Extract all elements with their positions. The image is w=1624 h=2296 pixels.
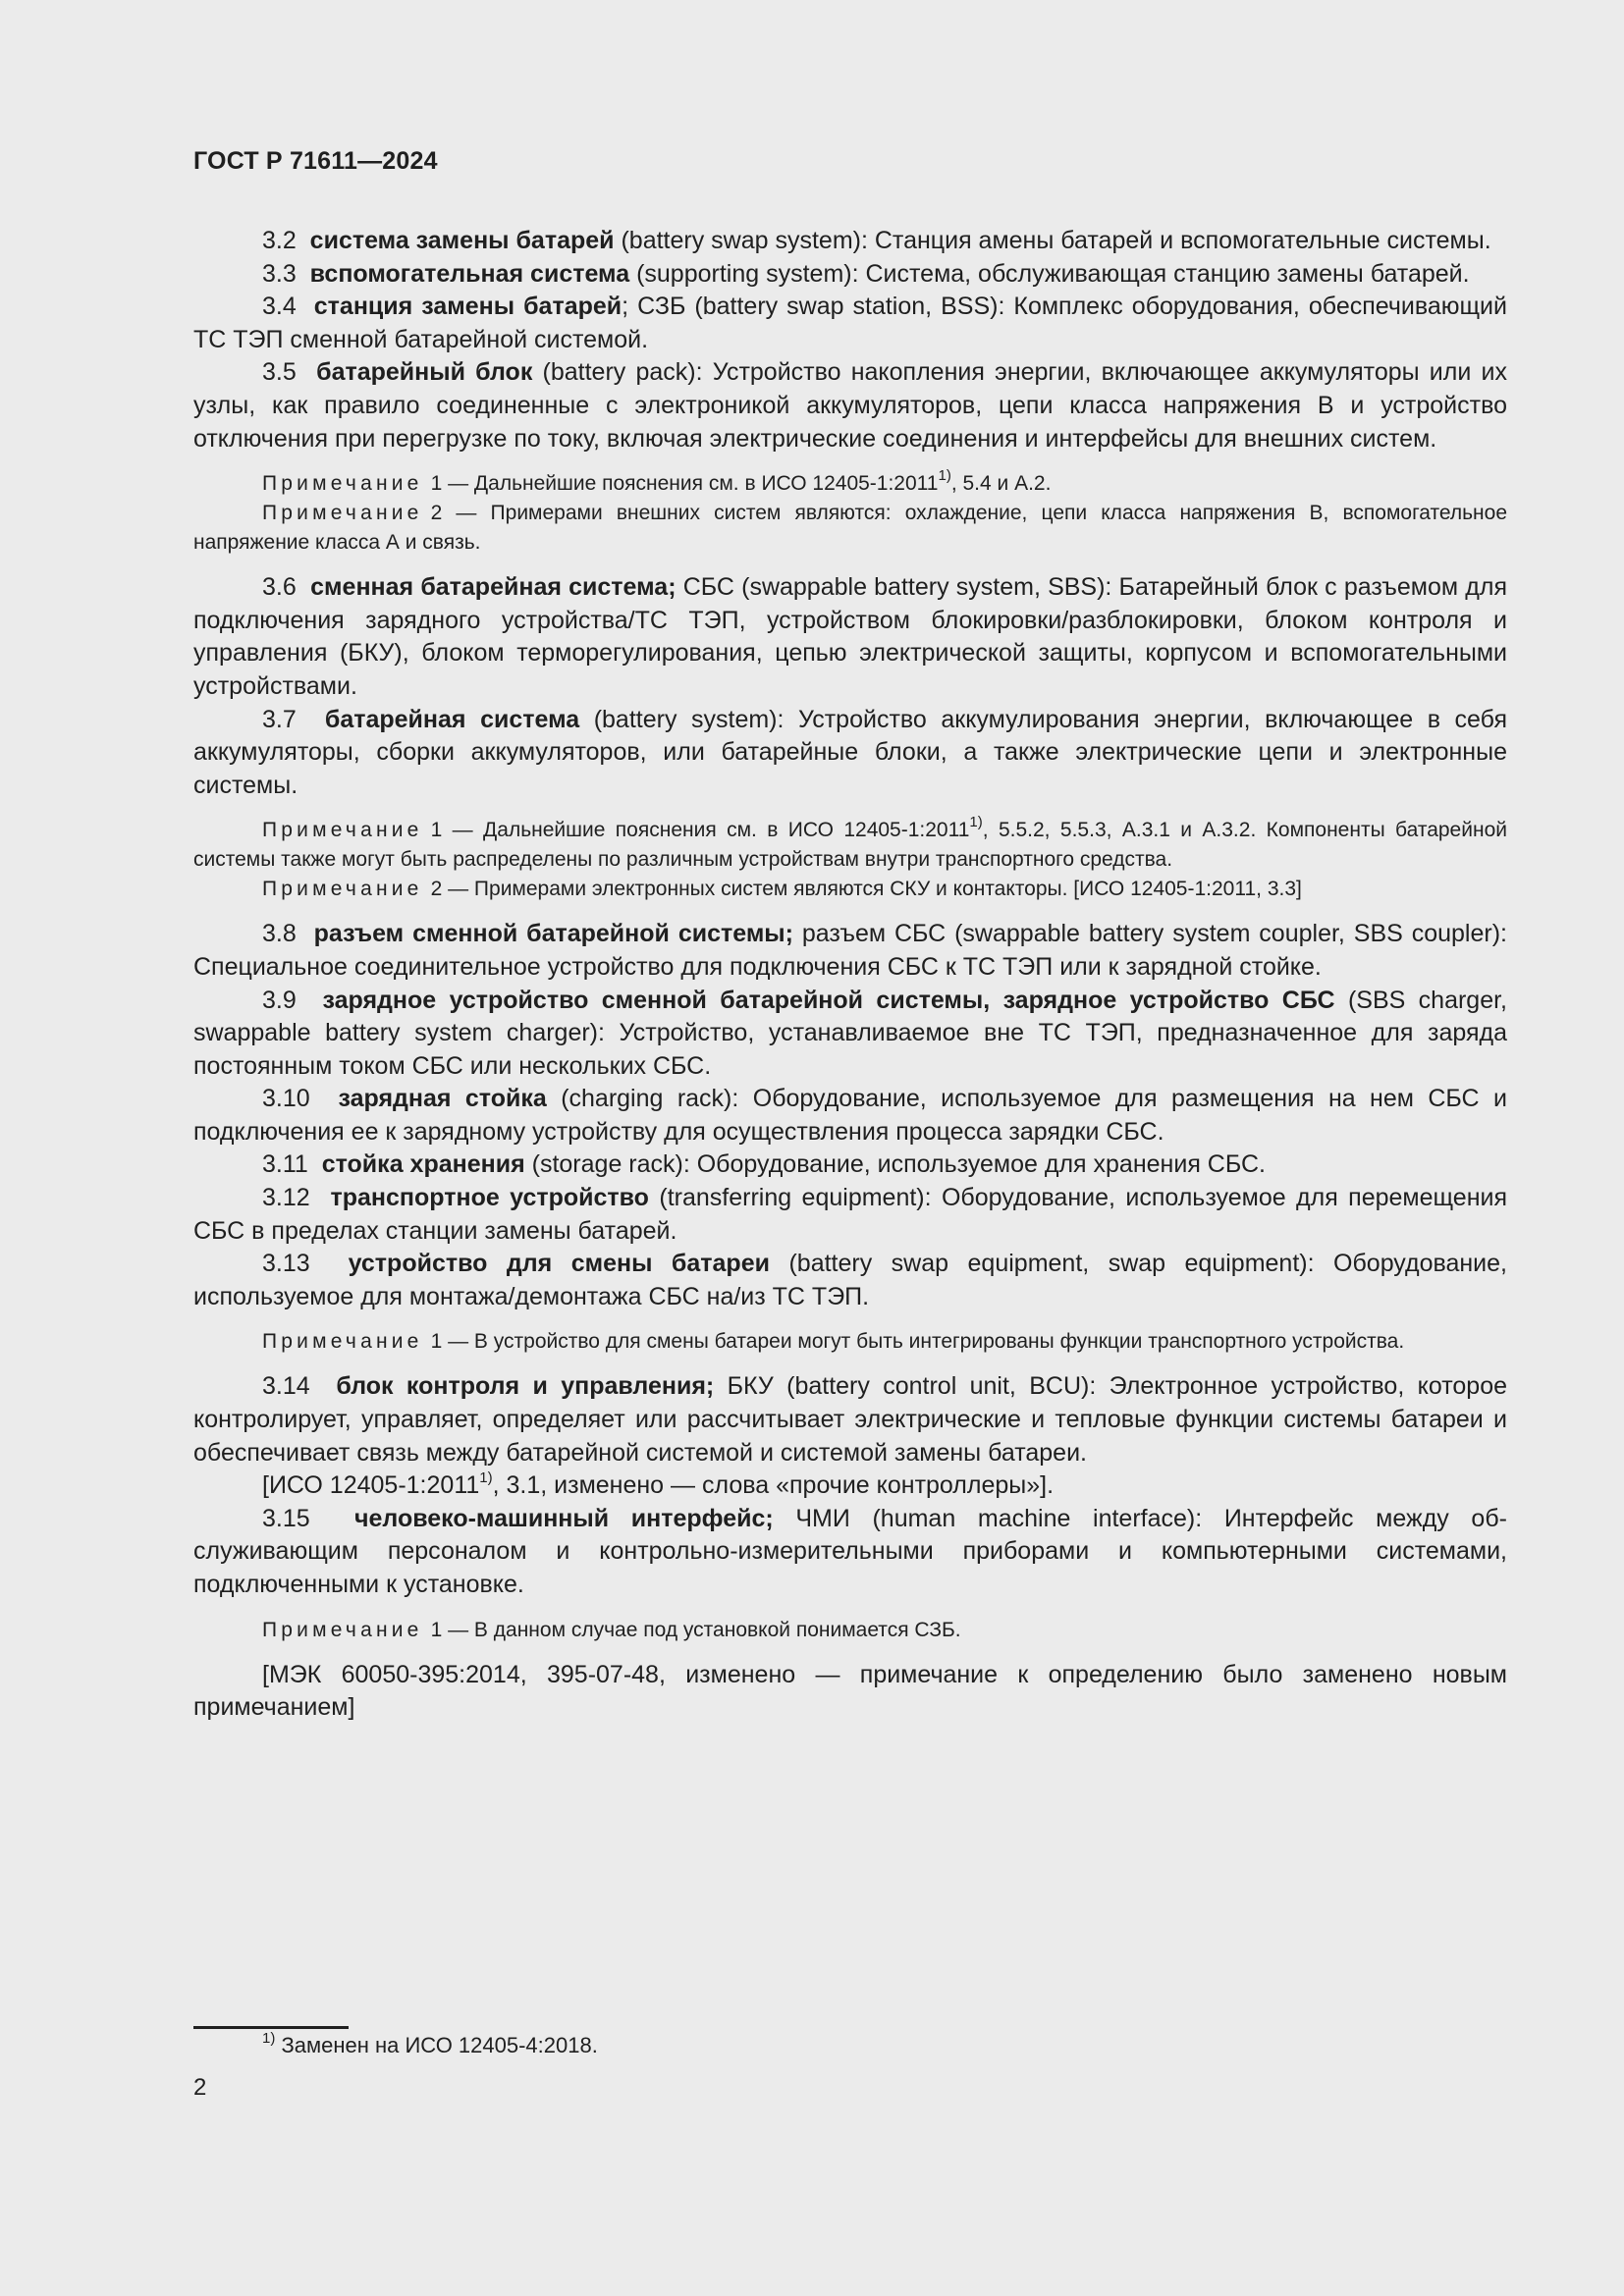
term: транспортное устройство — [330, 1184, 649, 1212]
clause-number: 3.2 — [262, 227, 297, 254]
note-text: — Примерами внешних систем являются: охлаждение, цепи класса напряжения В, вспомогательное напряжение класса А и связь. — [193, 502, 1507, 555]
note-number: 2 — [430, 878, 443, 901]
note-3-5-1 — [193, 469, 1507, 499]
note-label: Примечание — [262, 1618, 423, 1641]
definition-text: (SBS charger, swappable battery system charger): Устройство, устанавливаемое вне ТС ТЭП, предназначенное для заряда постоянным током СБС или нескольких СБС. — [193, 986, 1507, 1080]
note-3-15-1 — [193, 1616, 1507, 1645]
note-number: 1 — [430, 819, 443, 842]
footnote-marker: 1) — [262, 2029, 276, 2047]
note-label: Примечание — [262, 878, 423, 901]
definition-text: (battery pack): Устройство накопления энергии, включающее аккумуляторы или их узлы, как правило соединенные с электроникой аккумуляторов, цепи класса напряжения В и устройство отключения при перегрузке по току, включая электрические соединения и интерфейсы для внешних систем. — [193, 358, 1507, 453]
term: батарейная система — [324, 705, 580, 733]
term: сменная батарейная система; — [310, 573, 677, 602]
footnote-ref: 1) — [938, 467, 951, 485]
definition-3-11 — [193, 1148, 1507, 1182]
clause-number: 3.6 — [262, 573, 297, 602]
note-text-cont: , 5.4 и А.2. — [950, 472, 1052, 496]
definition-3-15 — [193, 1503, 1507, 1602]
term: станция замены батарей — [313, 293, 623, 321]
definition-3-2 — [193, 225, 1507, 258]
source-ref-3-14 — [193, 1469, 1507, 1503]
footnote-ref: 1) — [479, 1468, 493, 1486]
definition-text: (transferring equipment): Оборудование, используемое для перемещения СБС в пределах станции замены батарей. — [193, 1184, 1507, 1245]
definition-3-14 — [193, 1370, 1507, 1469]
note-label: Примечание — [262, 472, 423, 496]
note-text: — Дальнейшие пояснения см. в ИСО 12405-1:2011 — [442, 819, 970, 842]
definition-text: (battery system): Устройство аккумулирования энергии, включающее в себя аккумуляторы, сборки аккумуляторов, или батарейные блоки, а также электрические цепи и электронные системы. — [193, 705, 1507, 799]
note-number: 2 — [430, 502, 443, 525]
definition-3-6 — [193, 571, 1507, 703]
definition-text: СБС (swappable battery system, SBS): Батарейный блок с разъемом для подключения зарядного устройства/ТС ТЭП, устройством блокировки/разблокировки, блоком контроля и управления (БКУ), блоком терморегулирования, цепью электрической защиты, корпусом и вспомогательными устройствами. — [193, 573, 1507, 700]
definition-3-8 — [193, 918, 1507, 984]
definition-text: (supporting system): Система, обслуживающая станцию замены батарей. — [629, 259, 1470, 288]
definition-3-5 — [193, 356, 1507, 455]
term: зарядная стойка — [338, 1085, 547, 1113]
definition-3-3 — [193, 258, 1507, 292]
definition-text: ; СЗБ (battery swap station, BSS): Комплекс оборудования, обеспечивающий ТС ТЭП сменной батарейной системой. — [193, 293, 1507, 353]
clause-number: 3.10 — [262, 1085, 310, 1113]
clause-number: 3.5 — [262, 358, 297, 387]
term: вспомогательная система — [309, 259, 630, 288]
note-label: Примечание — [262, 819, 423, 842]
footnote-text: Заменен на ИСО 12405-4:2018. — [275, 2033, 598, 2057]
definition-text: ЧМИ (human machine interface): Интерфейс между обслуживающим персоналом и контрольно-измерительными приборами и компьютерными системами, подключенными к установке. — [193, 1504, 1507, 1598]
definition-3-10 — [193, 1083, 1507, 1148]
term: разъем сменной батарейной системы; — [313, 920, 793, 948]
note-3-13-1 — [193, 1327, 1507, 1357]
clause-number: 3.9 — [262, 986, 297, 1014]
note-text: — Примерами электронных систем являются СКУ и контакторы. [ИСО 12405-1:2011, 3.3] — [442, 878, 1302, 901]
note-text: — В устройство для смены батареи могут быть интегрированы функции транспортного устройства. — [442, 1330, 1405, 1354]
clause-number: 3.8 — [262, 920, 297, 948]
clause-number: 3.13 — [262, 1250, 310, 1278]
note-3-7-2 — [193, 875, 1507, 904]
ref-text-cont: , 3.1, изменено — слова «прочие контроллеры»]. — [492, 1471, 1055, 1500]
definition-text: разъем СБС (swappable battery system coupler, SBS coupler): Специальное соединительное устройство для подключения СБС к ТС ТЭП или к зарядной стойке. — [193, 920, 1507, 981]
definition-text: (battery swap system): Станция амены батарей и вспомогательные системы. — [614, 227, 1491, 254]
term: блок контроля и управления; — [336, 1372, 715, 1401]
clause-number: 3.3 — [262, 259, 297, 288]
document-body — [193, 225, 1507, 1725]
definition-3-9 — [193, 985, 1507, 1084]
note-text: — В данном случае под установкой понимается СЗБ. — [442, 1618, 961, 1641]
page-number: 2 — [193, 2074, 207, 2101]
document-header: ГОСТ Р 71611—2024 — [193, 147, 438, 175]
note-number: 1 — [430, 1330, 443, 1354]
definition-3-7 — [193, 704, 1507, 803]
clause-number: 3.14 — [262, 1372, 310, 1401]
ref-text: [ИСО 12405-1:2011 — [262, 1471, 480, 1500]
term: устройство для смены батареи — [348, 1250, 770, 1278]
definition-text: (charging rack): Оборудование, используемое для размещения на нем СБС и подключения ее к зарядному устройству для осуществления процесса зарядки СБС. — [193, 1085, 1507, 1146]
footnote-ref: 1) — [969, 814, 983, 831]
clause-number: 3.15 — [262, 1504, 310, 1532]
clause-number: 3.12 — [262, 1184, 310, 1212]
term: батарейный блок — [316, 358, 533, 387]
definition-text: БКУ (battery control unit, BCU): Электронное устройство, которое контролирует, управляет, определяет или рассчитывает электрические и тепловые функции системы батареи и обеспечивает связь между батарейной системой и системой замены батареи. — [193, 1372, 1508, 1467]
term: зарядное устройство сменной батарейной системы, зарядное устройство СБС — [322, 986, 1335, 1014]
clause-number: 3.4 — [262, 293, 297, 321]
note-text-cont: , 5.5.2, 5.5.3, А.3.1 и А.3.2. Компоненты батарейной системы также могут быть распределены по различным устройствам внутри транспортного средства. — [193, 819, 1507, 872]
source-ref-3-15: [МЭК 60050-395:2014, 395-07-48, изменено — примечание к определению было заменено новым примечанием] — [193, 1660, 1507, 1722]
definition-3-13 — [193, 1248, 1507, 1313]
note-number: 1 — [430, 1618, 443, 1641]
note-3-7-1 — [193, 816, 1507, 875]
footnote — [262, 2031, 598, 2060]
clause-number: 3.11 — [262, 1150, 308, 1179]
term: стойка хранения — [321, 1150, 525, 1179]
note-number: 1 — [430, 472, 443, 496]
definition-3-12 — [193, 1182, 1507, 1248]
note-text: — Дальнейшие пояснения см. в ИСО 12405-1:2011 — [442, 472, 939, 496]
term: система замены батарей — [309, 227, 615, 254]
definition-3-4 — [193, 291, 1507, 356]
definition-text: (battery swap equipment, swap equipment): Оборудование, используемое для монтажа/демонтажа СБС на/из ТС ТЭП. — [193, 1250, 1507, 1310]
definition-text: (storage rack): Оборудование, используемое для хранения СБС. — [524, 1150, 1266, 1179]
note-label: Примечание — [262, 1330, 423, 1354]
footnote-separator — [193, 2026, 349, 2029]
term: человеко-машинный интерфейс; — [353, 1504, 774, 1532]
clause-number: 3.7 — [262, 705, 297, 733]
note-3-5-2 — [193, 499, 1507, 558]
note-label: Примечание — [262, 502, 423, 525]
